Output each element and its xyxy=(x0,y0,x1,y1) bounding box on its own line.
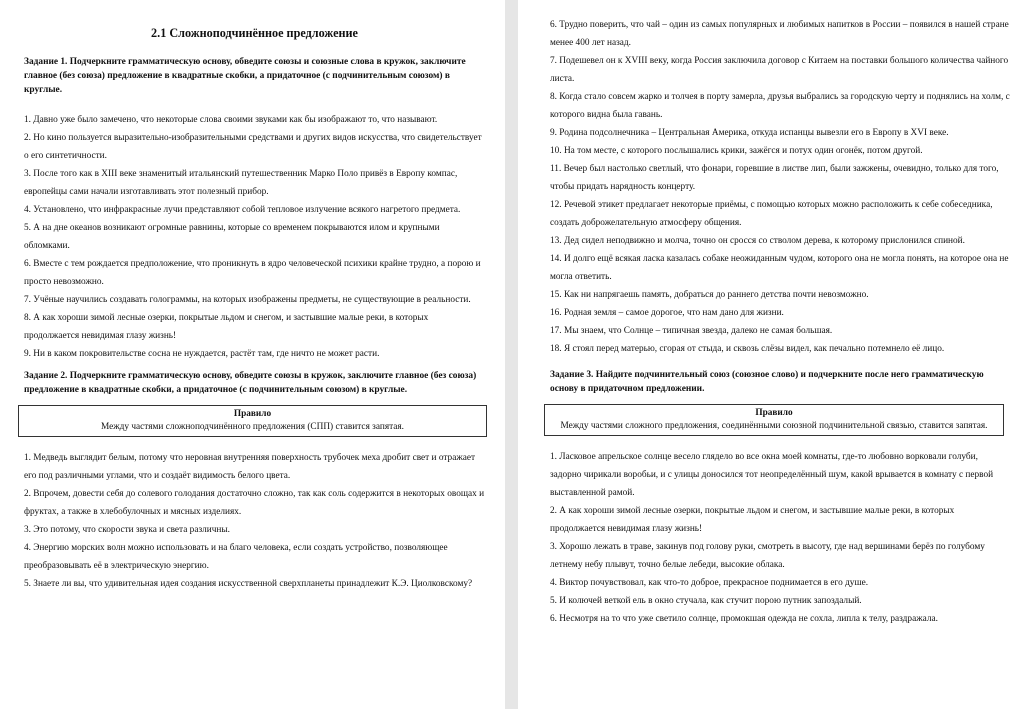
task-3-heading: Задание 3. Найдите подчинительный союз (союзное слово) и подчеркните после него грамматическую основу в придаточном предложении. xyxy=(550,370,984,394)
sentence-item: 8. А как хороши зимой лесные озерки, покрытые льдом и снегом, и застывшие малые реки, в которых продолжается невидимая глазу жизнь! xyxy=(24,313,429,341)
task-1-list xyxy=(24,111,485,363)
task-2-continued-list xyxy=(550,16,1010,358)
right-page xyxy=(518,0,1024,709)
sentence-item: 18. Я стоял перед матерью, сгорая от стыда, и сквозь слёзы видел, как печально потемнело её лицо. xyxy=(550,344,945,354)
sentence-item: 14. И долго ещё всякая ласка казалась собаке неожиданным чудом, которого она не могла понять, на которое она не могла ответить. xyxy=(550,254,1009,282)
rule-box xyxy=(18,405,487,437)
left-page xyxy=(0,0,505,709)
sentence-item: 2. Но кино пользуется выразительно-изобразительными средствами и других видов искусства, что свидетельствует о его синтетичности. xyxy=(24,133,482,161)
sentence-item: 7. Учёные научились создавать голограммы, на которых изображены предметы, не существующие в реальности. xyxy=(24,295,471,305)
task-3-list xyxy=(550,448,1010,628)
task-2-list xyxy=(24,449,485,593)
rule-box xyxy=(544,404,1004,436)
sentence-item: 5. Знаете ли вы, что удивительная идея создания искусственной сверхпланеты принадлежит К.Э. Циолковскому? xyxy=(24,579,473,589)
sentence-item: 4. Энергию морских волн можно использовать и на благо человека, если создать устройство, позволяющее преобразовывать её в электрическую энергию. xyxy=(24,543,448,571)
sentence-item: 9. Родина подсолнечника – Центральная Америка, откуда испанцы вывезли его в Европу в XVI веке. xyxy=(550,128,949,138)
page-title: 2.1 Сложноподчинённое предложение xyxy=(151,26,358,40)
sentence-item: 9. Ни в каком покровительстве сосна не нуждается, растёт там, где ничто не может расти. xyxy=(24,349,380,359)
sentence-item: 17. Мы знаем, что Солнце – типичная звезда, далеко не самая большая. xyxy=(550,326,833,336)
rule-heading: Правило xyxy=(755,408,793,418)
rule-heading: Правило xyxy=(233,409,272,419)
sentence-item: 15. Как ни напрягаешь память, добраться до раннего детства почти невозможно. xyxy=(550,290,869,300)
task-1-heading: Задание 1. Подчеркните грамматическую основу, обведите союзы и союзные слова в кружок, заключите главное (без союза) предложение в квадратные скобки, а придаточное (с подчинительным союзом) в круглые. xyxy=(24,57,466,95)
sentence-item: 2. А как хороши зимой лесные озерки, покрытые льдом и снегом, и застывшие малые реки, в которых продолжается невидимая глазу жизнь! xyxy=(550,506,955,534)
sentence-item: 8. Когда стало совсем жарко и толчея в порту замерла, друзья выбрались за городскую черту и поднялись на холм, с которого видна была гавань. xyxy=(550,92,1010,120)
rule-text: Между частями сложного предложения, соединёнными союзной подчинительной связью, ставится запятая. xyxy=(560,420,988,431)
sentence-item: 7. Подешевел он к XVIII веку, когда Россия заключила договор с Китаем на поставки большого количества чайного листа. xyxy=(550,56,1009,84)
sentence-item: 4. Виктор почувствовал, как что-то доброе, прекрасное поднимается в его душе. xyxy=(550,578,869,588)
sentence-item: 5. А на дне океанов возникают огромные равнины, которые со временем покрываются илом и крупными обломками. xyxy=(24,223,440,251)
sentence-item: 1. Давно уже было замечено, что некоторые слова своими звуками как бы изображают то, что называют. xyxy=(24,115,438,125)
sentence-item: 1. Медведь выглядит белым, потому что неровная внутренняя поверхность трубочек меха дробит свет и отражает его под различными углами, что и создаёт видимость белого цвета. xyxy=(24,453,476,481)
task-2-heading: Задание 2. Подчеркните грамматическую основу, обведите союзы в кружок, заключите главное (без союза) предложение в квадратные скобки, а придаточное (с подчинительным союзом) в круглые. xyxy=(24,371,477,395)
sentence-item: 12. Речевой этикет предлагает некоторые приёмы, с помощью которых можно расположить к себе собеседника, создать доброжелательную атмосферу общения. xyxy=(550,200,993,228)
sentence-item: 3. Хорошо лежать в траве, закинув под голову руки, смотреть в высоту, где над вершинами берёз по голубому летнему небу плывут, точно белые лебеди, высокие облака. xyxy=(550,542,985,570)
sentence-item: 6. Несмотря на то что уже светило солнце, промокшая одежда не сохла, липла к телу, раздражала. xyxy=(550,614,938,624)
sentence-item: 4. Установлено, что инфракрасные лучи представляют собой тепловое излучение всякого нагретого предмета. xyxy=(24,205,461,215)
rule-text: Между частями сложноподчинённого предложения (СПП) ставится запятая. xyxy=(100,421,404,432)
sentence-item: 6. Вместе с тем рождается предположение, что проникнуть в ядро человеческой психики крайне трудно, а порою и просто невозможно. xyxy=(24,259,481,287)
sentence-item: 13. Дед сидел неподвижно и молча, точно он сросся со стволом дерева, к которому прислонился спиной. xyxy=(550,236,965,246)
sentence-item: 1. Ласковое апрельское солнце весело глядело во все окна моей комнаты, где-то любовно ворковали голуби, задорно чирикали воробьи, и с улицы доносился тот неопределённый шум, какой врывается в комнату с первой выставленной рамой. xyxy=(550,452,994,498)
sentence-item: 16. Родная земля – самое дорогое, что нам дано для жизни. xyxy=(550,308,784,318)
sentence-item: 6. Трудно поверить, что чай – один из самых популярных и любимых напитков в России – появился в нашей стране менее 400 лет назад. xyxy=(550,20,1009,48)
sentence-item: 5. И колючей веткой ель в окно стучала, как стучит порою путник запоздалый. xyxy=(550,596,862,606)
sentence-item: 11. Вечер был настолько светлый, что фонари, горевшие в листве лип, были зажжены, очевидно, только для того, чтобы придать нарядность концерту. xyxy=(550,164,999,192)
sentence-item: 2. Впрочем, довести себя до солевого голодания достаточно сложно, так как соль содержится в некоторых овощах и фруктах, а также в хлебобулочных и мясных изделиях. xyxy=(24,489,485,517)
sentence-item: 3. Это потому, что скорости звука и света различны. xyxy=(24,525,230,535)
sentence-item: 3. После того как в XIII веке знаменитый итальянский путешественник Марко Поло привёз в Европу компас, европейцы сами начали изготавливать этот полезный прибор. xyxy=(24,169,458,197)
sentence-item: 10. На том месте, с которого послышались крики, зажёгся и потух один огонёк, потом другой. xyxy=(550,146,923,156)
